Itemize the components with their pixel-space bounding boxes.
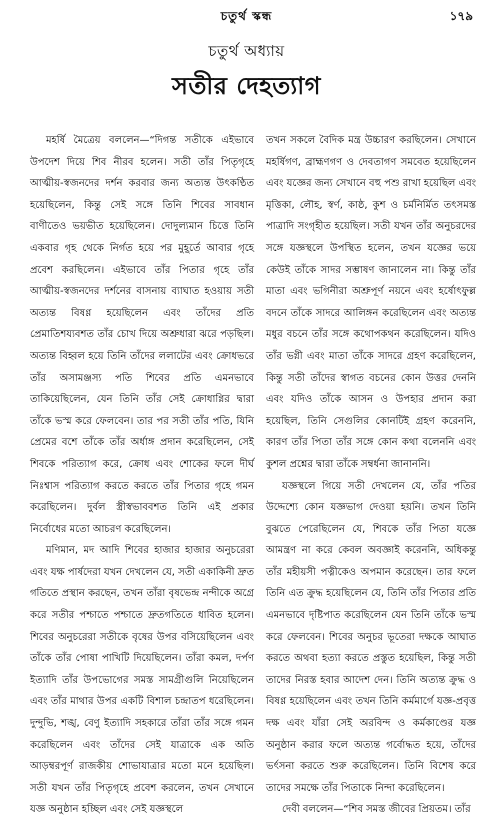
running-head — [0, 8, 493, 26]
paragraph: দেবী বললেন—“শিব সমস্ত জীবের প্রিয়তম। তাঁর — [282, 804, 471, 816]
paragraph: যজ্ঞস্থলে গিয়ে সতী দেখলেন যে, তাঁর পতির উদ্দেশ্যে কোন যজ্ঞভাগ দেওয়া হয়নি। তখন তিনি বুঝতে পেরেছিলেন যে, শিবকে তাঁর পিতা যজ্ঞে আমন্ত্রণ না করে কেবল অবজ্ঞাই করেননি, অধিকন্তু তাঁর মহীয়সী পত্নীকেও অপমান করেছেন। তার ফলে তিনি এত ক্রুদ্ধ হয়েছিলেন যে, তিনি তাঁর পিতার প্রতি এমনভাবে দৃষ্টিপাত করেছিলেন যেন তিনি তাঁকে ভস্ম করে ফেলবেন। শিবের অনুচর ভূতেরা দক্ষকে আঘাত করতে অথবা হত্যা করতে প্রস্তুত হয়েছিল, কিন্তু সতী তাদের নিরস্ত হবার আদেশ দেন। তিনি অত্যন্ত ক্রুদ্ধ ও বিষণ্ণ হয়েছিলেন এবং তখন তিনি কর্মমার্গে যজ্ঞ-প্রবৃত্ত দক্ষ এবং যাঁরা সেই অরবিন্দ ও কর্মকাণ্ডের যজ্ঞ অনুষ্ঠান করার ফলে অত্যন্ত গর্বোদ্ধত হয়ে, তাঁদের ভর্ৎসনা করতে শুরু করেছিলেন। তিনি বিশেষ করে তাদের সমক্ষে তাঁর পিতাকে নিন্দা করেছিলেন। — [266, 480, 476, 794]
page-number: ১৭৯ — [449, 9, 473, 23]
paragraph: মহর্ষি মৈত্রেয় বললেন—“দিগন্ত সতীকে এইভাবে উপদেশ দিয়ে শিব নীরব হলেন। সতী তাঁর পিতৃগৃহে আত্মীয়-স্বজনদের দর্শন করবার জন্য অত্যন্ত উৎকণ্ঠিত হয়েছিলেন, কিন্তু সেই সঙ্গে তিনি শিবের সাবধান বাণীতেও ভয়ভীত হয়েছিলেন। দোদুল্যমান চিত্তে তিনি একবার গৃহ থেকে নির্গত হয়ে পর মুহূর্তে আবার গৃহে প্রবেশ করছিলেন। এইভাবে তাঁর পিতার গৃহে তাঁর আত্মীয়-স্বজনদের দর্শনের বাসনায় ব্যাঘাত হওয়ায় সতী অত্যন্ত বিষণ্ণ হয়েছিলেন এবং তাঁদের প্রতি প্রেমাতিশয্যবশত তাঁর চোখ দিয়ে অশ্রুধারা ঝরে পড়ছিল। অত্যন্ত বিহ্বল হয়ে তিনি তাঁদের ললাটের এবং ক্রোধভরে তাঁর অসামঞ্জস্য পতি শিবের প্রতি এমনভাবে তাকিয়েছিলেন, যেন তিনি তাঁর সেই ক্রোধাগ্নির দ্বারা তাঁকে ভস্ম করে ফেলবেন। তার পর সতী তাঁর পতি, যিনি প্রেমের বশে তাঁকে তাঁর অর্ধাঙ্গ প্রদান করেছিলেন, সেই শিবকে পরিত্যাগ করে, ক্রোধ এবং শোকের ফলে দীর্ঘ নিঃশ্বাস পরিত্যাগ করতে করতে তাঁর পিতার গৃহে গমন করেছিলেন। দুর্বল স্ত্রীস্বভাববশত তিনি এই প্রকার নির্বোধের মতো আচরণ করেছিলেন। — [30, 135, 254, 535]
left-column — [30, 130, 254, 816]
right-column — [266, 130, 476, 816]
chapter-label: চতুর্থ অধ্যায় — [208, 42, 285, 60]
paragraph: মণিমান, মদ আদি শিবের হাজার হাজার অনুচরেরা এবং যক্ষ পার্ষদেরা যখন দেখলেন যে, সতী একাকিনী দ্রুত গতিতে প্রস্থান করছেন, তখন তাঁরা বৃষভেন্দ্র নন্দীকে অগ্রে করে সতীর পশ্চাতে পশ্চাতে দ্রুতগতিতে ধাবিত হলেন। শিবের অনুচরেরা সতীকে বৃষের উপর বসিয়েছিলেন এবং তাঁকে তাঁর পোষা পাখিটি দিয়েছিলেন। তাঁরা কমল, দর্পণ ইত্যাদি তাঁর উপভোগের সমস্ত সামগ্রীগুলি নিয়েছিলেন এবং তাঁর মাথার উপর একটি বিশাল চন্দ্রাতপ ধরেছিলেন। দুন্দুভি, শঙ্খ, বেণু ইত্যাদি সহকারে তাঁরা তাঁর সঙ্গে গমন করেছিলেন এবং তাঁদের সেই যাত্রাকে এক অতি আড়ম্বরপূর্ণ রাজকীয় শোভাযাত্রার মতো মনে হয়েছিল। সতী যখন তাঁর পিতৃগৃহে প্রবেশ করলেন, তখন সেখানে যজ্ঞ অনুষ্ঠান হচ্ছিল এবং সেই যজ্ঞস্থলে — [30, 545, 254, 816]
paragraph: তখন সকলে বৈদিক মন্ত্র উচ্চারণ করছিলেন। সেখানে মহর্ষিগণ, ব্রাহ্মণগণ ও দেবতাগণ সমবেত হয়েছিলেন এবং যজ্ঞের জন্য সেখানে বহু পশু রাখা হয়েছিল এবং মৃত্তিকা, লৌহ, স্বর্ণ, কাষ্ঠ, কুশ ও চর্মনির্মিত তৎসমস্ত পাত্রাদি সংগৃহীত হয়েছিল। সতী যখন তাঁর অনুচরদের সঙ্গে যজ্ঞস্থলে উপস্থিত হলেন, তখন যজ্ঞের ভয়ে কেউই তাঁকে সাদর সম্ভাষণ জানালেন না। কিন্তু তাঁর মাতা এবং ভগিনীরা অশ্রুপূর্ণ নয়নে এবং হর্ষোৎফুল্ল বদনে তাঁকে সাদরে আলিঙ্গন করেছিলেন এবং অত্যন্ত মধুর বচনে তাঁর সঙ্গে কথোপকথন করেছিলেন। যদিও তাঁর ভগ্নী এবং মাতা তাঁকে সাদরে গ্রহণ করেছিলেন, কিন্তু সতী তাঁদের স্বাগত বচনের কোন উত্তর দেননি এবং যদিও তাঁকে আসন ও উপহার প্রদান করা হয়েছিল, তিনি সেগুলির কোনটিই গ্রহণ করেননি, কারণ তাঁর পিতা তাঁর সঙ্গে কোন কথা বলেননি এবং কুশল প্রশ্নের দ্বারা তাঁকে সম্বর্ধনা জানাননি। — [266, 135, 476, 470]
running-title: চতুর্থ স্কন্ধ — [220, 9, 273, 23]
chapter-title: সতীর দেহত্যাগ — [172, 72, 321, 100]
